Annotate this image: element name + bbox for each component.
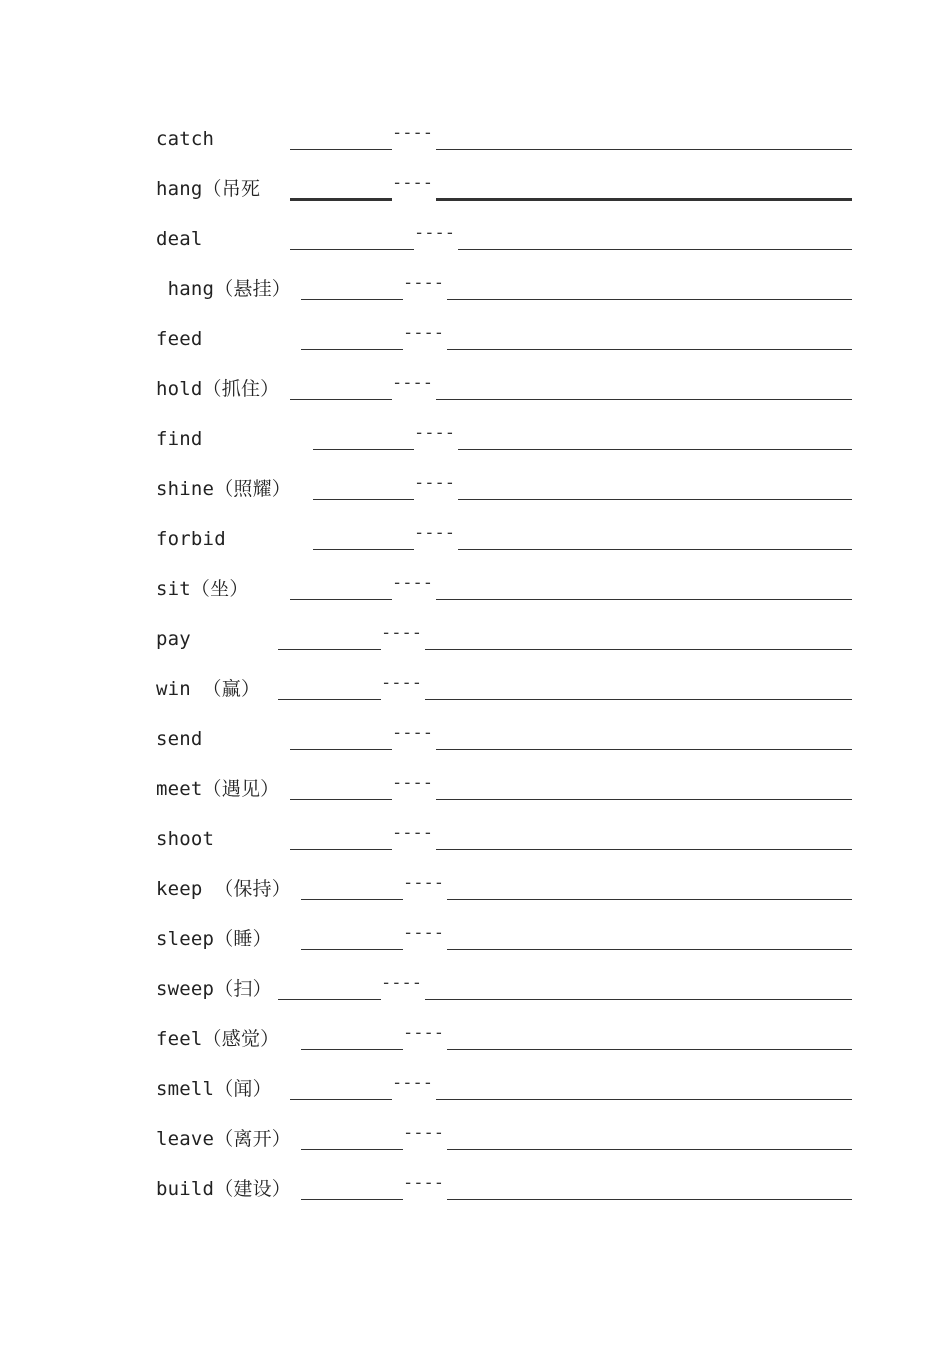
- past-participle-blank[interactable]: [436, 749, 852, 750]
- list-item: [0, 723, 950, 777]
- separator-dash: ----: [403, 323, 444, 343]
- verb-label: hold（抓住）: [156, 378, 280, 400]
- past-tense-blank[interactable]: [301, 1149, 403, 1150]
- verb-label: smell（闻）: [156, 1078, 272, 1100]
- separator-dash: ----: [392, 173, 433, 193]
- verb-label: hang（吊死: [156, 178, 261, 200]
- past-tense-blank[interactable]: [313, 449, 414, 450]
- separator-dash: ----: [392, 1073, 433, 1093]
- past-participle-blank[interactable]: [447, 899, 852, 900]
- past-tense-blank[interactable]: [313, 549, 414, 550]
- separator-dash: ----: [403, 923, 444, 943]
- past-tense-blank[interactable]: [313, 499, 414, 500]
- separator-dash: ----: [403, 1173, 444, 1193]
- list-item: [0, 273, 950, 327]
- separator-dash: ----: [392, 373, 433, 393]
- verb-label: sleep（睡）: [156, 928, 272, 950]
- separator-dash: ----: [392, 723, 433, 743]
- verb-label: catch: [156, 128, 215, 150]
- list-item: [0, 223, 950, 277]
- list-item: [0, 423, 950, 477]
- past-tense-blank[interactable]: [278, 699, 381, 700]
- past-participle-blank[interactable]: [425, 999, 852, 1000]
- separator-dash: ----: [403, 873, 444, 893]
- past-tense-blank[interactable]: [301, 1199, 403, 1200]
- verb-label: meet（遇见）: [156, 778, 280, 800]
- list-item: [0, 1123, 950, 1177]
- past-participle-blank[interactable]: [436, 149, 852, 150]
- verb-label: feed: [156, 328, 203, 350]
- past-participle-blank[interactable]: [447, 299, 852, 300]
- past-tense-blank[interactable]: [290, 599, 392, 600]
- past-tense-blank[interactable]: [290, 1099, 392, 1100]
- past-tense-blank[interactable]: [290, 749, 392, 750]
- verb-label: forbid: [156, 528, 226, 550]
- list-item: [0, 1023, 950, 1077]
- past-participle-blank[interactable]: [436, 1099, 852, 1100]
- list-item: [0, 123, 950, 177]
- past-tense-blank[interactable]: [290, 799, 392, 800]
- verb-label: sweep（扫）: [156, 978, 272, 1000]
- list-item: [0, 673, 950, 727]
- list-item: [0, 773, 950, 827]
- past-participle-blank[interactable]: [436, 198, 852, 201]
- verb-label: sit（坐）: [156, 578, 249, 600]
- list-item: [0, 623, 950, 677]
- past-participle-blank[interactable]: [436, 599, 852, 600]
- past-participle-blank[interactable]: [458, 249, 852, 250]
- past-participle-blank[interactable]: [458, 549, 852, 550]
- past-participle-blank[interactable]: [436, 399, 852, 400]
- verb-label: send: [156, 728, 203, 750]
- verb-label: shoot: [156, 828, 215, 850]
- past-tense-blank[interactable]: [301, 949, 403, 950]
- past-tense-blank[interactable]: [301, 299, 403, 300]
- past-participle-blank[interactable]: [447, 1149, 852, 1150]
- list-item: [0, 573, 950, 627]
- list-item: [0, 973, 950, 1027]
- separator-dash: ----: [414, 223, 455, 243]
- past-tense-blank[interactable]: [301, 899, 403, 900]
- list-item: [0, 1173, 950, 1227]
- verb-label: hang（悬挂）: [156, 278, 291, 300]
- verb-label: win （赢）: [156, 678, 261, 700]
- separator-dash: ----: [392, 123, 433, 143]
- past-participle-blank[interactable]: [447, 1049, 852, 1050]
- separator-dash: ----: [392, 823, 433, 843]
- past-tense-blank[interactable]: [278, 649, 381, 650]
- list-item: [0, 373, 950, 427]
- past-tense-blank[interactable]: [290, 399, 392, 400]
- separator-dash: ----: [392, 573, 433, 593]
- verb-label: keep （保持）: [156, 878, 291, 900]
- separator-dash: ----: [403, 273, 444, 293]
- past-participle-blank[interactable]: [425, 699, 852, 700]
- separator-dash: ----: [381, 673, 422, 693]
- separator-dash: ----: [392, 773, 433, 793]
- past-tense-blank[interactable]: [290, 849, 392, 850]
- list-item: [0, 523, 950, 577]
- past-participle-blank[interactable]: [436, 799, 852, 800]
- list-item: [0, 323, 950, 377]
- list-item: [0, 823, 950, 877]
- list-item: [0, 1073, 950, 1127]
- verb-label: find: [156, 428, 203, 450]
- past-tense-blank[interactable]: [290, 149, 392, 150]
- past-participle-blank[interactable]: [436, 849, 852, 850]
- verb-label: pay: [156, 628, 191, 650]
- separator-dash: ----: [403, 1023, 444, 1043]
- verb-label: feel（感觉）: [156, 1028, 280, 1050]
- verb-label: deal: [156, 228, 203, 250]
- list-item: [0, 173, 950, 227]
- verb-label: shine（照耀）: [156, 478, 291, 500]
- list-item: [0, 923, 950, 977]
- separator-dash: ----: [414, 473, 455, 493]
- separator-dash: ----: [381, 973, 422, 993]
- separator-dash: ----: [414, 423, 455, 443]
- past-participle-blank[interactable]: [458, 449, 852, 450]
- verb-label: leave（离开）: [156, 1128, 291, 1150]
- past-tense-blank[interactable]: [290, 249, 414, 250]
- list-item: [0, 473, 950, 527]
- list-item: [0, 873, 950, 927]
- verb-label: build（建设）: [156, 1178, 291, 1200]
- past-participle-blank[interactable]: [447, 1199, 852, 1200]
- past-tense-blank[interactable]: [290, 198, 392, 201]
- past-participle-blank[interactable]: [425, 649, 852, 650]
- separator-dash: ----: [403, 1123, 444, 1143]
- past-tense-blank[interactable]: [301, 1049, 403, 1050]
- past-participle-blank[interactable]: [447, 349, 852, 350]
- past-tense-blank[interactable]: [278, 999, 381, 1000]
- past-participle-blank[interactable]: [458, 499, 852, 500]
- past-tense-blank[interactable]: [301, 349, 403, 350]
- separator-dash: ----: [381, 623, 422, 643]
- past-participle-blank[interactable]: [447, 949, 852, 950]
- separator-dash: ----: [414, 523, 455, 543]
